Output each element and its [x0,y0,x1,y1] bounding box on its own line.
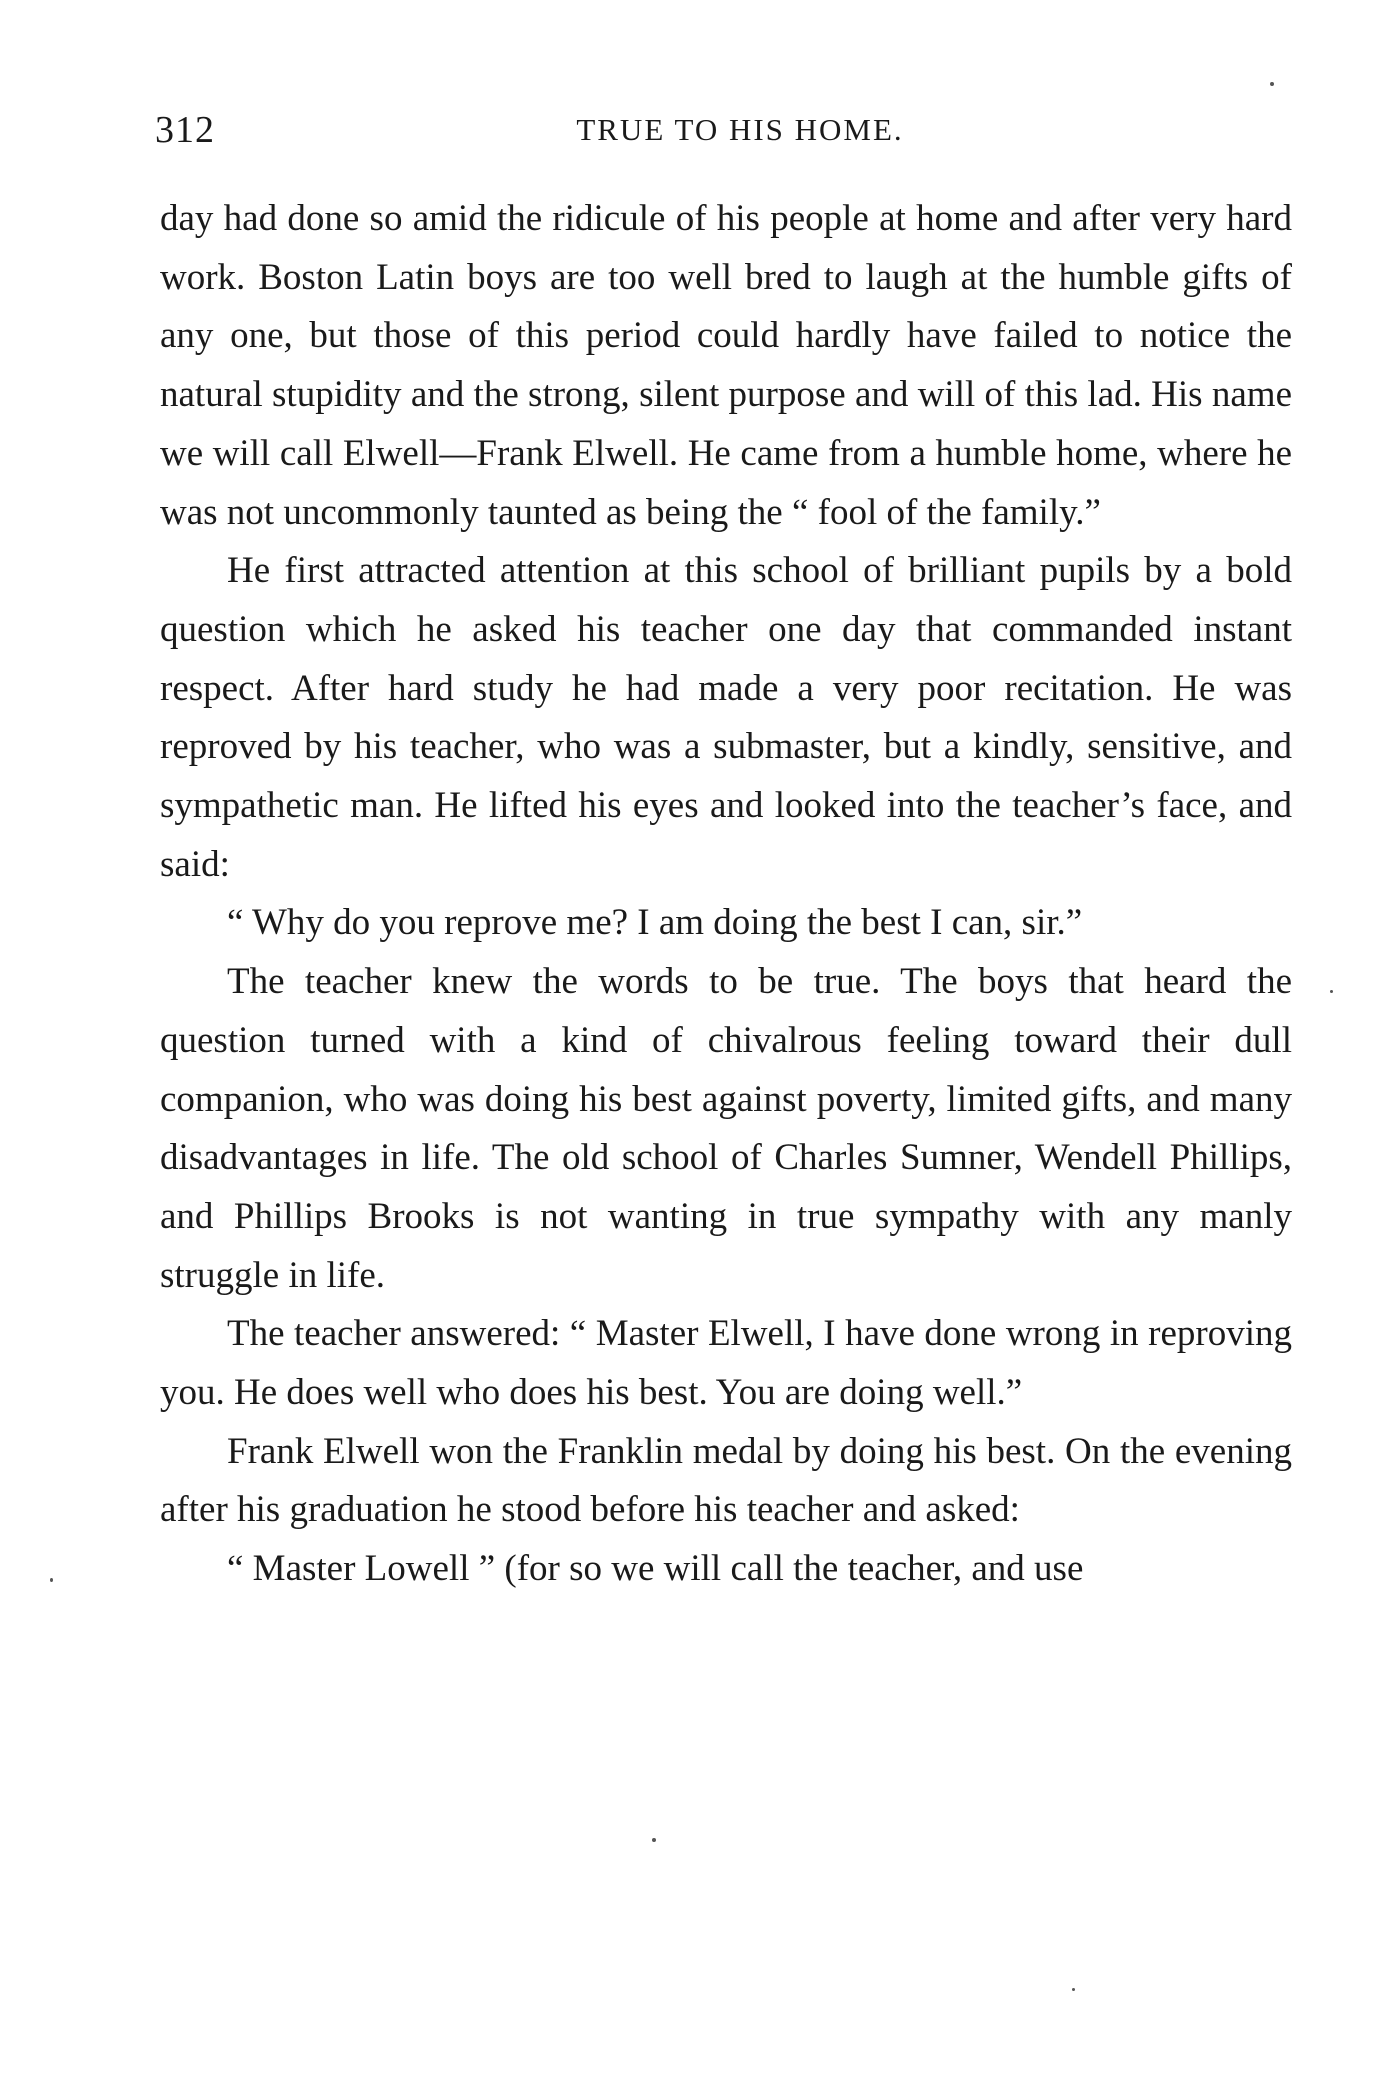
paragraph-1: day had done so amid the ridicule of his people at home and after very hard work. Boston Latin boys are too well bred to laugh at the humble gifts of any one, but those of this period could hardly have failed to notice the natural stupidity and the strong, silent purpose and will of this lad. His name we will call Elwell—Frank Elwell. He came from a humble home, where he was not uncommonly taunted as being the “ fool of the family.” [160,198,1292,533]
page-header [155,108,1295,158]
scan-speck [1330,990,1333,993]
paragraph-5: The teacher answered: “ Master Elwell, I have done wrong in reproving you. He does well who does his best. You are doing well.” [160,1313,1292,1414]
scan-speck [1270,82,1274,86]
scan-speck [652,1838,656,1842]
page-number: 312 [155,109,215,151]
scan-speck [50,1578,53,1582]
paragraph-4: The teacher knew the words to be true. The boys that heard the question turned with a kind of chivalrous feeling toward their dull companion, who was doing his best against poverty, limited gifts, and many disadvantages in life. The old school of Charles Sumner, Wendell Phillips, and Phillips Brooks is not wanting in true sympathy with any manly struggle in life. [160,961,1292,1296]
paragraph-2: He first attracted attention at this school of brilliant pupils by a bold question which he asked his teacher one day that commanded instant respect. After hard study he had made a very poor recitation. He was reproved by his teacher, who was a submaster, but a kindly, sensitive, and sympathetic man. He lifted his eyes and looked into the teacher’s face, and said: [160,550,1292,885]
paragraph-7: “ Master Lowell ” (for so we will call the teacher, and use [227,1548,1084,1590]
running-head: TRUE TO HIS HOME. [576,112,904,147]
body-text [160,190,1292,1599]
paragraph-3-quote: “ Why do you reprove me? I am doing the best I can, sir.” [227,902,1083,944]
scan-speck [1072,1988,1075,1991]
paragraph-6: Frank Elwell won the Franklin medal by doing his best. On the evening after his graduation he stood before his teacher and asked: [160,1430,1292,1531]
